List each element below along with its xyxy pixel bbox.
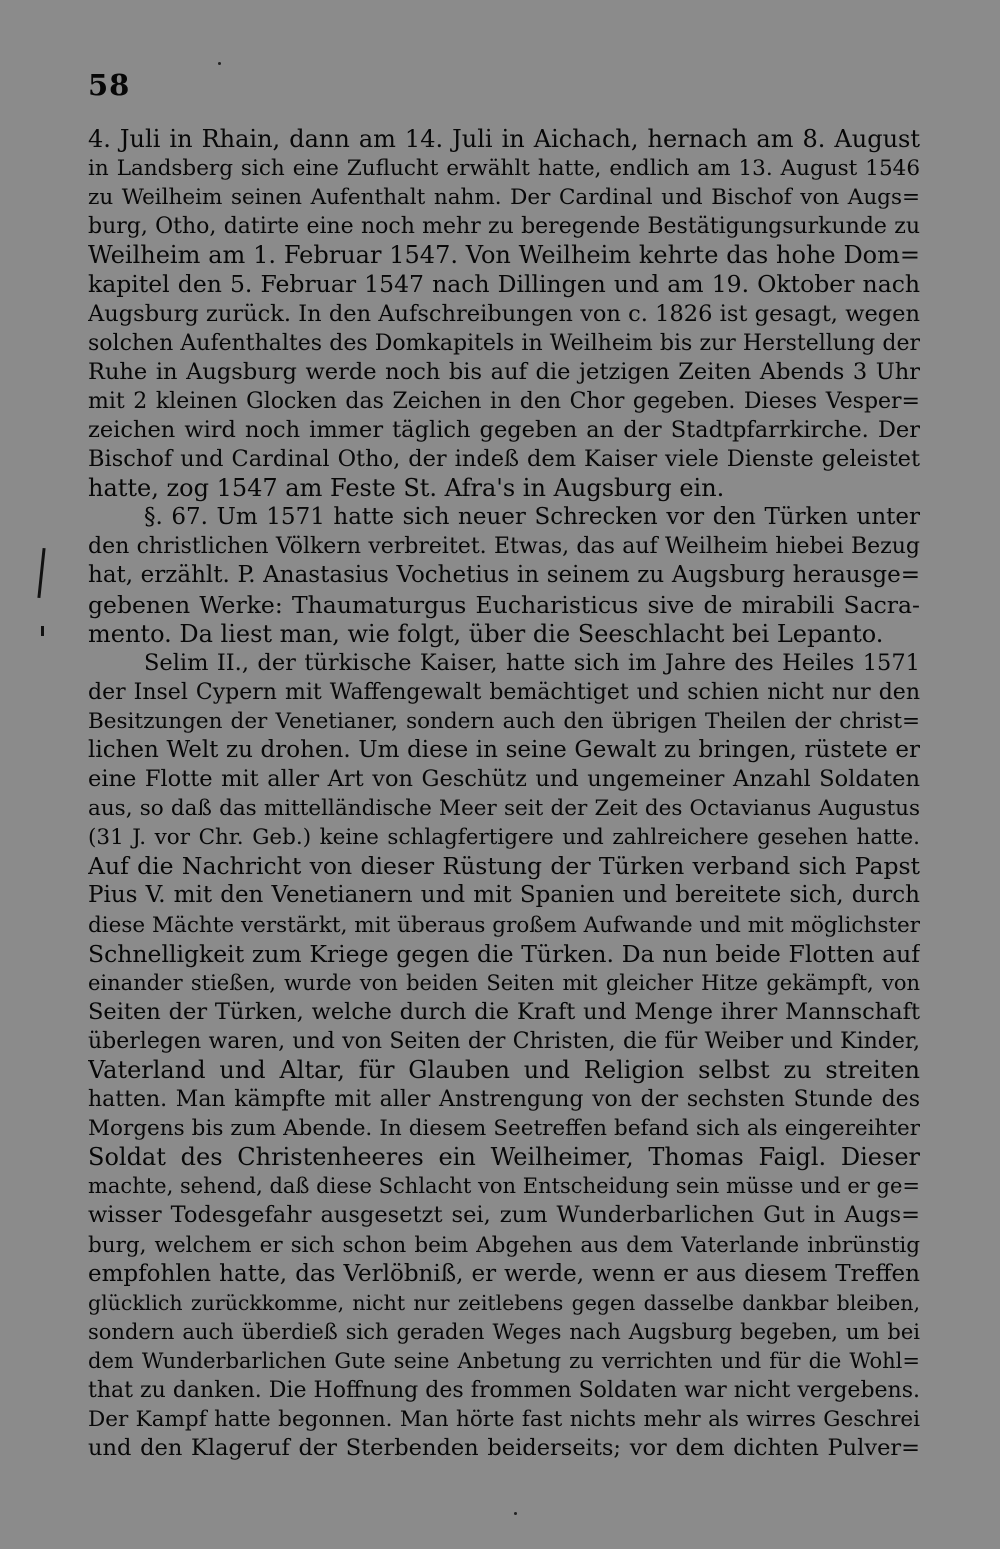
text-line: burg, Otho, datirte eine noch mehr zu beregende Bestätigungsurkunde zu bbox=[88, 214, 920, 240]
text-line: zu Weilheim seinen Aufenthalt nahm. Der Cardinal und Bischof von Augs= bbox=[88, 185, 920, 211]
text-line: mento. Da liest man, wie folgt, über die Seeschlacht bei Lepanto. bbox=[88, 619, 884, 648]
text-line: Besitzungen der Venetianer, sondern auch den übrigen Theilen der christ= bbox=[88, 708, 920, 734]
text-line: und den Klageruf der Sterbenden beiderseits; vor dem dichten Pulver= bbox=[88, 1435, 920, 1462]
text-line: hat, erzählt. P. Anastasius Vochetius in seinem zu Augsburg herausge= bbox=[88, 562, 920, 589]
text-line: Seiten der Türken, welche durch die Kraft und Menge ihrer Mannschaft bbox=[88, 998, 920, 1025]
text-line: überlegen waren, und von Seiten der Christen, die für Weiber und Kinder, bbox=[88, 1028, 920, 1054]
text-line: sondern auch überdieß sich geraden Weges nach Augsburg begeben, um bei bbox=[88, 1319, 920, 1344]
text-line: Pius V. mit den Venetianern und mit Spanien und bereitete sich, durch bbox=[88, 882, 920, 909]
text-line: Selim II., der türkische Kaiser, hatte sich im Jahre des Heiles 1571 bbox=[144, 649, 920, 676]
text-line: der Insel Cypern mit Waffengewalt bemächtiget und schien nicht nur den bbox=[88, 679, 920, 705]
text-line: Auf die Nachricht von dieser Rüstung der Türken verband sich Papst bbox=[88, 852, 920, 881]
text-line: diese Mächte verstärkt, mit überaus großem Aufwande und mit möglichster bbox=[88, 912, 920, 938]
print-speck bbox=[514, 1512, 517, 1515]
text-line: Bischof und Cardinal Otho, der indeß dem Kaiser viele Dienste geleistet bbox=[88, 446, 920, 473]
text-line: burg, welchem er sich schon beim Abgehen aus dem Vaterlande inbrünstig bbox=[88, 1232, 920, 1258]
text-line: that zu danken. Die Hoffnung des frommen Soldaten war nicht vergebens. bbox=[88, 1378, 920, 1404]
text-line: in Landsberg sich eine Zuflucht erwählt hatte, endlich am 13. August 1546 bbox=[88, 156, 920, 182]
text-line: Soldat des Christenheeres ein Weilheimer, Thomas Faigl. Dieser bbox=[88, 1143, 920, 1172]
text-line: wisser Todesgefahr ausgesetzt sei, zum Wunderbarlichen Gut in Augs= bbox=[88, 1202, 920, 1229]
text-line: Der Kampf hatte begonnen. Man hörte fast nichts mehr als wirres Geschrei bbox=[88, 1407, 920, 1433]
text-line: hatte, zog 1547 am Feste St. Afra's in Augsburg ein. bbox=[88, 474, 725, 503]
text-line: zeichen wird noch immer täglich gegeben an der Stadtpfarrkirche. Der bbox=[88, 416, 920, 443]
text-line: mit 2 kleinen Glocken das Zeichen in den Chor gegeben. Dieses Vesper= bbox=[88, 388, 920, 414]
text-line: hatten. Man kämpfte mit aller Anstrengung von der sechsten Stunde des bbox=[88, 1087, 920, 1113]
text-line: §. 67. Um 1571 hatte sich neuer Schrecken vor den Türken unter bbox=[144, 504, 920, 531]
text-line: glücklich zurückkomme, nicht nur zeitlebens gegen dasselbe dankbar bleiben, bbox=[88, 1290, 920, 1315]
text-line: eine Flotte mit aller Art von Geschütz und ungemeiner Anzahl Soldaten bbox=[88, 766, 920, 793]
text-line: machte, sehend, daß diese Schlacht von Entscheidung sein müsse und er ge= bbox=[88, 1174, 920, 1199]
text-line: dem Wunderbarlichen Gute seine Anbetung zu verrichten und für die Wohl= bbox=[88, 1348, 920, 1373]
text-line: Vaterland und Altar, für Glauben und Religion selbst zu streiten bbox=[88, 1056, 920, 1084]
text-line: Schnelligkeit zum Kriege gegen die Türken. Da nun beide Flotten auf bbox=[88, 939, 920, 968]
text-line: lichen Welt zu drohen. Um diese in seine Gewalt zu bringen, rüstete er bbox=[88, 736, 920, 763]
body-text bbox=[88, 125, 920, 1463]
print-speck bbox=[218, 62, 221, 65]
text-line: Augsburg zurück. In den Aufschreibungen von c. 1826 ist gesagt, wegen bbox=[88, 300, 920, 327]
text-line: einander stießen, wurde von beiden Seiten mit gleicher Hitze gekämpft, von bbox=[88, 970, 920, 995]
margin-pencil-dot bbox=[41, 626, 44, 636]
text-line: kapitel den 5. Februar 1547 nach Dillingen und am 19. Oktober nach bbox=[88, 270, 920, 299]
text-line: (31 J. vor Chr. Geb.) keine schlagfertigere und zahlreichere gesehen hatte. bbox=[88, 825, 920, 851]
text-line: Ruhe in Augsburg werde noch bis auf die jetzigen Zeiten Abends 3 Uhr bbox=[88, 358, 920, 385]
text-line: den christlichen Völkern verbreitet. Etwas, das auf Weilheim hiebei Bezug bbox=[88, 534, 920, 560]
page-number: 58 bbox=[88, 68, 131, 102]
text-line: solchen Aufenthaltes des Domkapitels in Weilheim bis zur Herstellung der bbox=[88, 330, 920, 356]
text-line: 4. Juli in Rhain, dann am 14. Juli in Aichach, hernach am 8. August bbox=[88, 125, 920, 153]
margin-pencil-mark bbox=[37, 548, 45, 598]
text-line: gebenen Werke: Thaumaturgus Eucharisticus sive de mirabili Sacra- bbox=[88, 590, 920, 619]
text-line: empfohlen hatte, das Verlöbniß, er werde, wenn er aus diesem Treffen bbox=[88, 1260, 920, 1287]
text-line: Morgens bis zum Abende. In diesem Seetreffen befand sich als eingereihter bbox=[88, 1116, 920, 1142]
text-line: aus, so daß das mittelländische Meer seit der Zeit des Octavianus Augustus bbox=[88, 796, 920, 822]
text-line: Weilheim am 1. Februar 1547. Von Weilheim kehrte das hohe Dom= bbox=[88, 241, 920, 270]
